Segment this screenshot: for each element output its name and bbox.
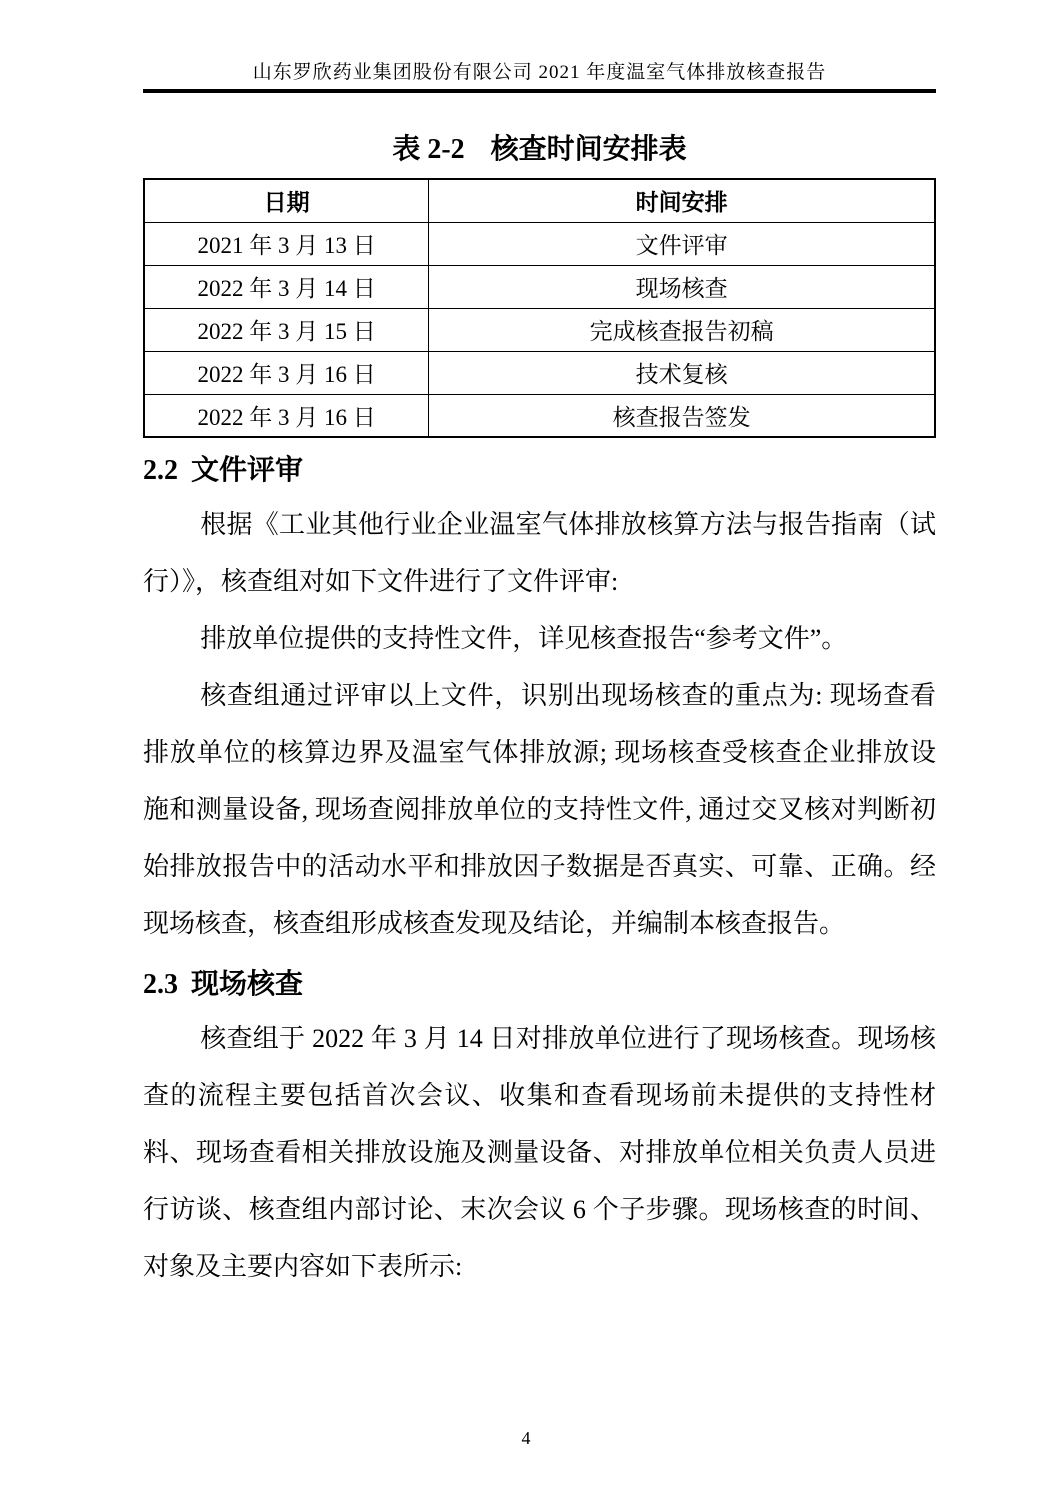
- section-title: 文件评审: [191, 455, 304, 486]
- schedule-table: [143, 178, 936, 438]
- paragraph: 根据《工业其他行业企业温室气体排放核算方法与报告指南（试行）》，核查组对如下文件进行了文件评审:: [143, 509, 936, 596]
- activity-cell: 文件评审: [429, 222, 935, 265]
- running-header-text: 山东罗欣药业集团股份有限公司 2021 年度温室气体排放核查报告: [252, 62, 827, 83]
- table-row: [144, 222, 935, 265]
- table-row: [144, 351, 935, 394]
- header-rule: [143, 89, 936, 93]
- activity-cell: 现场核查: [429, 265, 935, 308]
- table-caption: [143, 127, 936, 167]
- section-number: 2.2: [143, 455, 178, 486]
- date-cell: 2022 年 3 月 14 日: [144, 265, 429, 308]
- page-footer: [0, 1428, 1052, 1449]
- table-header-row: [144, 179, 935, 222]
- section-number: 2.3: [143, 968, 178, 1000]
- table-row: [144, 308, 935, 351]
- date-cell: 2022 年 3 月 15 日: [144, 308, 429, 351]
- section-title: 现场核查: [191, 968, 304, 1000]
- page-number: 4: [521, 1428, 531, 1448]
- running-header: [143, 0, 936, 84]
- paragraph: 核查组通过评审以上文件，识别出现场核查的重点为: 现场查看排放单位的核算边界及温室气体排放源; 现场核查受核查企业排放设施和测量设备, 现场查阅排放单位的支持性文件, 通过交叉核对判断初始排放报告中的活动水平和排放因子数据是否真实、可靠、正确。经现场核查，核查组形成核查发现及结论，并编制本核查报告。: [143, 680, 936, 938]
- paragraph: 排放单位提供的支持性文件，详见核查报告“参考文件”。: [200, 623, 848, 653]
- section-2-3: [143, 966, 936, 1295]
- column-header-date: 日期: [144, 179, 429, 222]
- table-caption-label: 表 2-2: [392, 134, 465, 165]
- table-caption-title: 核查时间安排表: [490, 134, 687, 165]
- activity-cell: 技术复核: [429, 351, 935, 394]
- activity-cell: 核查报告签发: [429, 394, 935, 437]
- paragraph: 核查组于 2022 年 3 月 14 日对排放单位进行了现场核查。现场核查的流程主要包括首次会议、收集和查看现场前未提供的支持性材料、现场查看相关排放设施及测量设备、对排放单位相关负责人员进行访谈、核查组内部讨论、末次会议 6 个子步骤。现场核查的时间、对象及主要内容如下表所示:: [143, 1023, 936, 1281]
- activity-cell: 完成核查报告初稿: [429, 308, 935, 351]
- date-cell: 2021 年 3 月 13 日: [144, 222, 429, 265]
- section-heading-site-verification: [143, 966, 936, 1004]
- section-2-2: [143, 452, 936, 952]
- table-row: [144, 265, 935, 308]
- date-cell: 2022 年 3 月 16 日: [144, 351, 429, 394]
- table-row: [144, 394, 935, 437]
- date-cell: 2022 年 3 月 16 日: [144, 394, 429, 437]
- section-heading-document-review: [143, 452, 936, 490]
- column-header-arrangement: 时间安排: [429, 179, 935, 222]
